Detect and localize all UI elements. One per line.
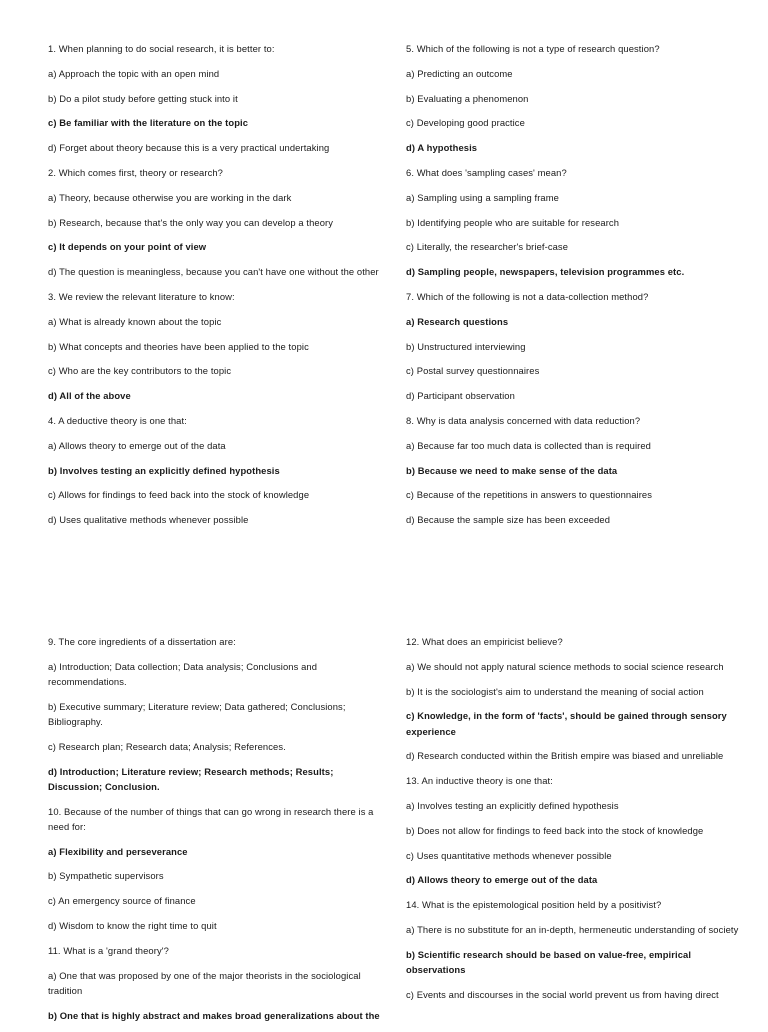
answer-option-correct: d) All of the above [48, 390, 131, 402]
answer-option: b) Identifying people who are suitable for research [406, 216, 620, 228]
answer-option: c) Literally, the researcher's brief-case [406, 241, 569, 253]
answer-option-correct: c) Be familiar with the literature on the topic [48, 117, 249, 129]
answer-option: b) What concepts and theories have been applied to the topic [48, 340, 309, 352]
answer-option: b) It is the sociologist's aim to understand the meaning of social action [406, 685, 704, 697]
answer-option: c) Events and discourses in the social world prevent us from having direct [406, 988, 719, 1000]
answer-option: a) Predicting an outcome [406, 67, 513, 79]
answer-option: d) Participant observation [406, 390, 515, 402]
answer-option: c) Developing good practice [406, 117, 525, 129]
answer-option: b) Does not allow for findings to feed back into the stock of knowledge [406, 824, 704, 836]
quiz-column-bottom-left [48, 634, 383, 1032]
answer-option-correct: d) Introduction; Literature review; Research methods; Results; Discussion; Conclusion. [48, 765, 334, 792]
answer-option-correct: d) A hypothesis [406, 142, 478, 154]
question-text: 5. Which of the following is not a type of research question? [406, 43, 660, 54]
question-text: 3. We review the relevant literature to know: [48, 290, 235, 302]
quiz-column-top-left [48, 41, 383, 537]
question-text: 6. What does 'sampling cases' mean? [406, 166, 567, 178]
answer-option: a) Theory, because otherwise you are working in the dark [48, 191, 292, 203]
question-text: 13. An inductive theory is one that: [406, 775, 553, 787]
answer-option: b) Evaluating a phenomenon [406, 92, 529, 104]
question-text: 8. Why is data analysis concerned with data reduction? [406, 414, 641, 426]
answer-option: d) The question is meaningless, because you can't have one without the other [48, 266, 379, 278]
answer-option: a) Because far too much data is collected than is required [406, 439, 651, 451]
answer-option-correct: b) Involves testing an explicitly defined hypothesis [48, 464, 280, 476]
answer-option: a) Introduction; Data collection; Data analysis; Conclusions and recommendations. [48, 660, 318, 687]
answer-option: d) Uses qualitative methods whenever possible [48, 514, 249, 526]
answer-option: b) Research, because that's the only way you can develop a theory [48, 216, 334, 228]
answer-option: a) Allows theory to emerge out of the data [48, 439, 226, 451]
question-text: 9. The core ingredients of a dissertation are: [48, 636, 236, 647]
question-text: 11. What is a 'grand theory'? [48, 944, 169, 956]
answer-option: a) Sampling using a sampling frame [406, 191, 559, 203]
answer-option: b) Sympathetic supervisors [48, 870, 164, 882]
answer-option: b) Unstructured interviewing [406, 340, 526, 352]
answer-option-correct: d) Allows theory to emerge out of the data [406, 874, 598, 886]
answer-option: d) Forget about theory because this is a very practical undertaking [48, 142, 330, 154]
answer-option: b) Do a pilot study before getting stuck into it [48, 92, 238, 104]
question-text: 7. Which of the following is not a data-collection method? [406, 290, 649, 302]
answer-option: a) One that was proposed by one of the major theorists in the sociological tradition [48, 969, 361, 996]
quiz-column-bottom-right [406, 634, 741, 1012]
quiz-column-top-right [406, 41, 741, 537]
answer-option: d) Because the sample size has been exceeded [406, 514, 611, 526]
answer-option-correct: b) One that is highly abstract and makes broad generalizations about the [48, 1009, 380, 1021]
answer-option: d) Research conducted within the British empire was biased and unreliable [406, 750, 724, 762]
answer-option-correct: d) Sampling people, newspapers, television programmes etc. [406, 266, 685, 278]
answer-option: a) We should not apply natural science methods to social science research [406, 660, 724, 672]
answer-option-correct: a) Flexibility and perseverance [48, 845, 188, 857]
answer-option: c) Who are the key contributors to the topic [48, 365, 232, 377]
question-text: 4. A deductive theory is one that: [48, 414, 187, 426]
question-text: 12. What does an empiricist believe? [406, 636, 563, 647]
answer-option: a) Approach the topic with an open mind [48, 67, 220, 79]
question-text: 14. What is the epistemological position held by a positivist? [406, 899, 662, 911]
answer-option: c) Research plan; Research data; Analysis; References. [48, 740, 286, 752]
answer-option-correct: a) Research questions [406, 315, 509, 327]
answer-option: a) There is no substitute for an in-depth, hermeneutic understanding of society [406, 923, 739, 935]
answer-option: c) Allows for findings to feed back into the stock of knowledge [48, 489, 310, 501]
answer-option-correct: c) Knowledge, in the form of 'facts', should be gained through sensory experience [406, 710, 727, 737]
answer-option: a) Involves testing an explicitly defined hypothesis [406, 799, 619, 811]
answer-option: a) What is already known about the topic [48, 315, 222, 327]
question-text: 10. Because of the number of things that can go wrong in research there is a need for: [48, 805, 374, 832]
answer-option: c) Uses quantitative methods whenever possible [406, 849, 612, 861]
answer-option: c) An emergency source of finance [48, 895, 196, 907]
answer-option: b) Executive summary; Literature review; Data gathered; Conclusions; Bibliography. [48, 700, 346, 727]
answer-option-correct: c) It depends on your point of view [48, 241, 207, 253]
question-text: 1. When planning to do social research, it is better to: [48, 43, 275, 54]
answer-option-correct: b) Because we need to make sense of the data [406, 464, 618, 476]
answer-option: d) Wisdom to know the right time to quit [48, 919, 217, 931]
answer-option: c) Postal survey questionnaires [406, 365, 540, 377]
answer-option-correct: b) Scientific research should be based on value-free, empirical observations [406, 948, 692, 975]
answer-option: c) Because of the repetitions in answers to questionnaires [406, 489, 653, 501]
question-text: 2. Which comes first, theory or research? [48, 166, 223, 178]
